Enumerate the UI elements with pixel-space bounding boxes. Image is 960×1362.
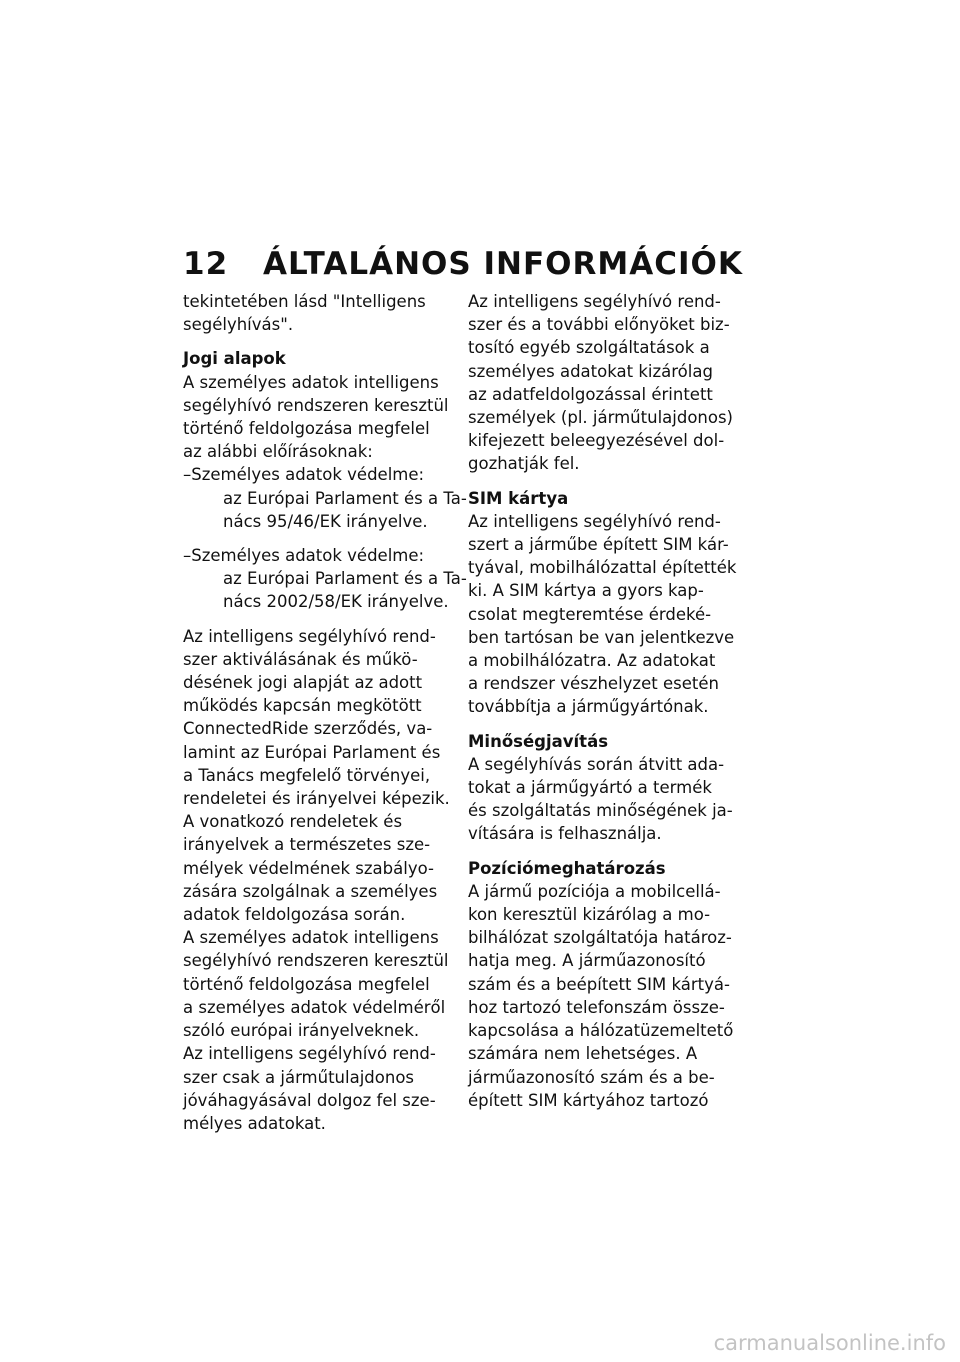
quality-heading: Minőségjavítás (468, 731, 609, 751)
position-paragraph: A jármű pozíciója a mobilcellá- kon keresztül kizárólag a mo- bilhálózat szolgáltatója határoz- hatja meg. A járműazonosító szám és a beépített SIM kártyá- hoz tartozó telefonszám össze- kapcsolása a hálózatüzemeltető számára nem lehetséges. A járműazonosító szám és a be- épített SIM kártyához tartozó (468, 881, 734, 1110)
chapter-header (183, 246, 743, 282)
left-column (183, 290, 465, 1135)
sim-heading: SIM kártya (468, 488, 569, 508)
intro-paragraph: tekintetében lásd "Intelligens segélyhívás". (183, 292, 426, 335)
list-item: –Személyes adatok védelme: az Európai Parlament és a Ta- nács 2002/58/EK irányelve. (183, 546, 467, 612)
watermark: carmanualsonline.info (713, 1331, 946, 1355)
legal-intro-paragraph: A személyes adatok intelligens segélyhívó rendszeren keresztül történő feldolgozása megfelel az alábbi előírásoknak: (183, 372, 449, 462)
right-column (468, 290, 750, 1112)
consent-paragraph: Az intelligens segélyhívó rend- szer és a további előnyöket biz- tosító egyéb szolgáltatások a személyes adatokat kizárólag az adatfeldolgozással érintett személyek (pl. járműtulajdonos) kifejezett beleegyezésével dol- gozhatják fel. (468, 292, 733, 474)
sim-paragraph: Az intelligens segélyhívó rend- szert a járműbe épített SIM kár- tyával, mobilhálózattal építették ki. A SIM kártya a gyors kap- csolat megteremtése érdeké- ben tartósan be van jelentkezve a mobilhálózatra. Az adatokat a rendszer vészhelyzet esetén továbbítja a járműgyártónak. (468, 511, 737, 717)
chapter-title: ÁLTALÁNOS INFORMÁCIÓK (263, 246, 743, 282)
position-heading: Pozíciómeghatározás (468, 858, 666, 878)
quality-paragraph: A segélyhívás során átvitt ada- tokat a járműgyártó a termék és szolgáltatás minőségének ja- vítására is felhasználja. (468, 754, 733, 844)
list-item: –Személyes adatok védelme: az Európai Parlament és a Ta- nács 95/46/EK irányelve. (183, 465, 467, 531)
activation-paragraph: Az intelligens segélyhívó rend- szer aktiválásának és műkö- désének jogi alapját az adott működés kapcsán megkötött ConnectedRide szerződés, va- lamint az Európai Parlament és a Tanács megfelelő törvényei, rendeletei és irányelvei képezik. A vonatkozó rendeletek és irányelvek a természetes sze- mélyek védelmének szabályo- zására szolgálnak a személyes adatok feldolgozása során. A személyes adatok intelligens segélyhívó rendszeren keresztül történő feldolgozása megfelel a személyes adatok védelméről szóló európai irányelveknek. Az intelligens segélyhívó rend- szer csak a járműtulajdonos jóváhagyásával dolgoz fel sze- mélyes adatokat. (183, 626, 450, 1133)
chapter-number: 12 (183, 246, 229, 282)
legal-heading: Jogi alapok (183, 349, 286, 369)
